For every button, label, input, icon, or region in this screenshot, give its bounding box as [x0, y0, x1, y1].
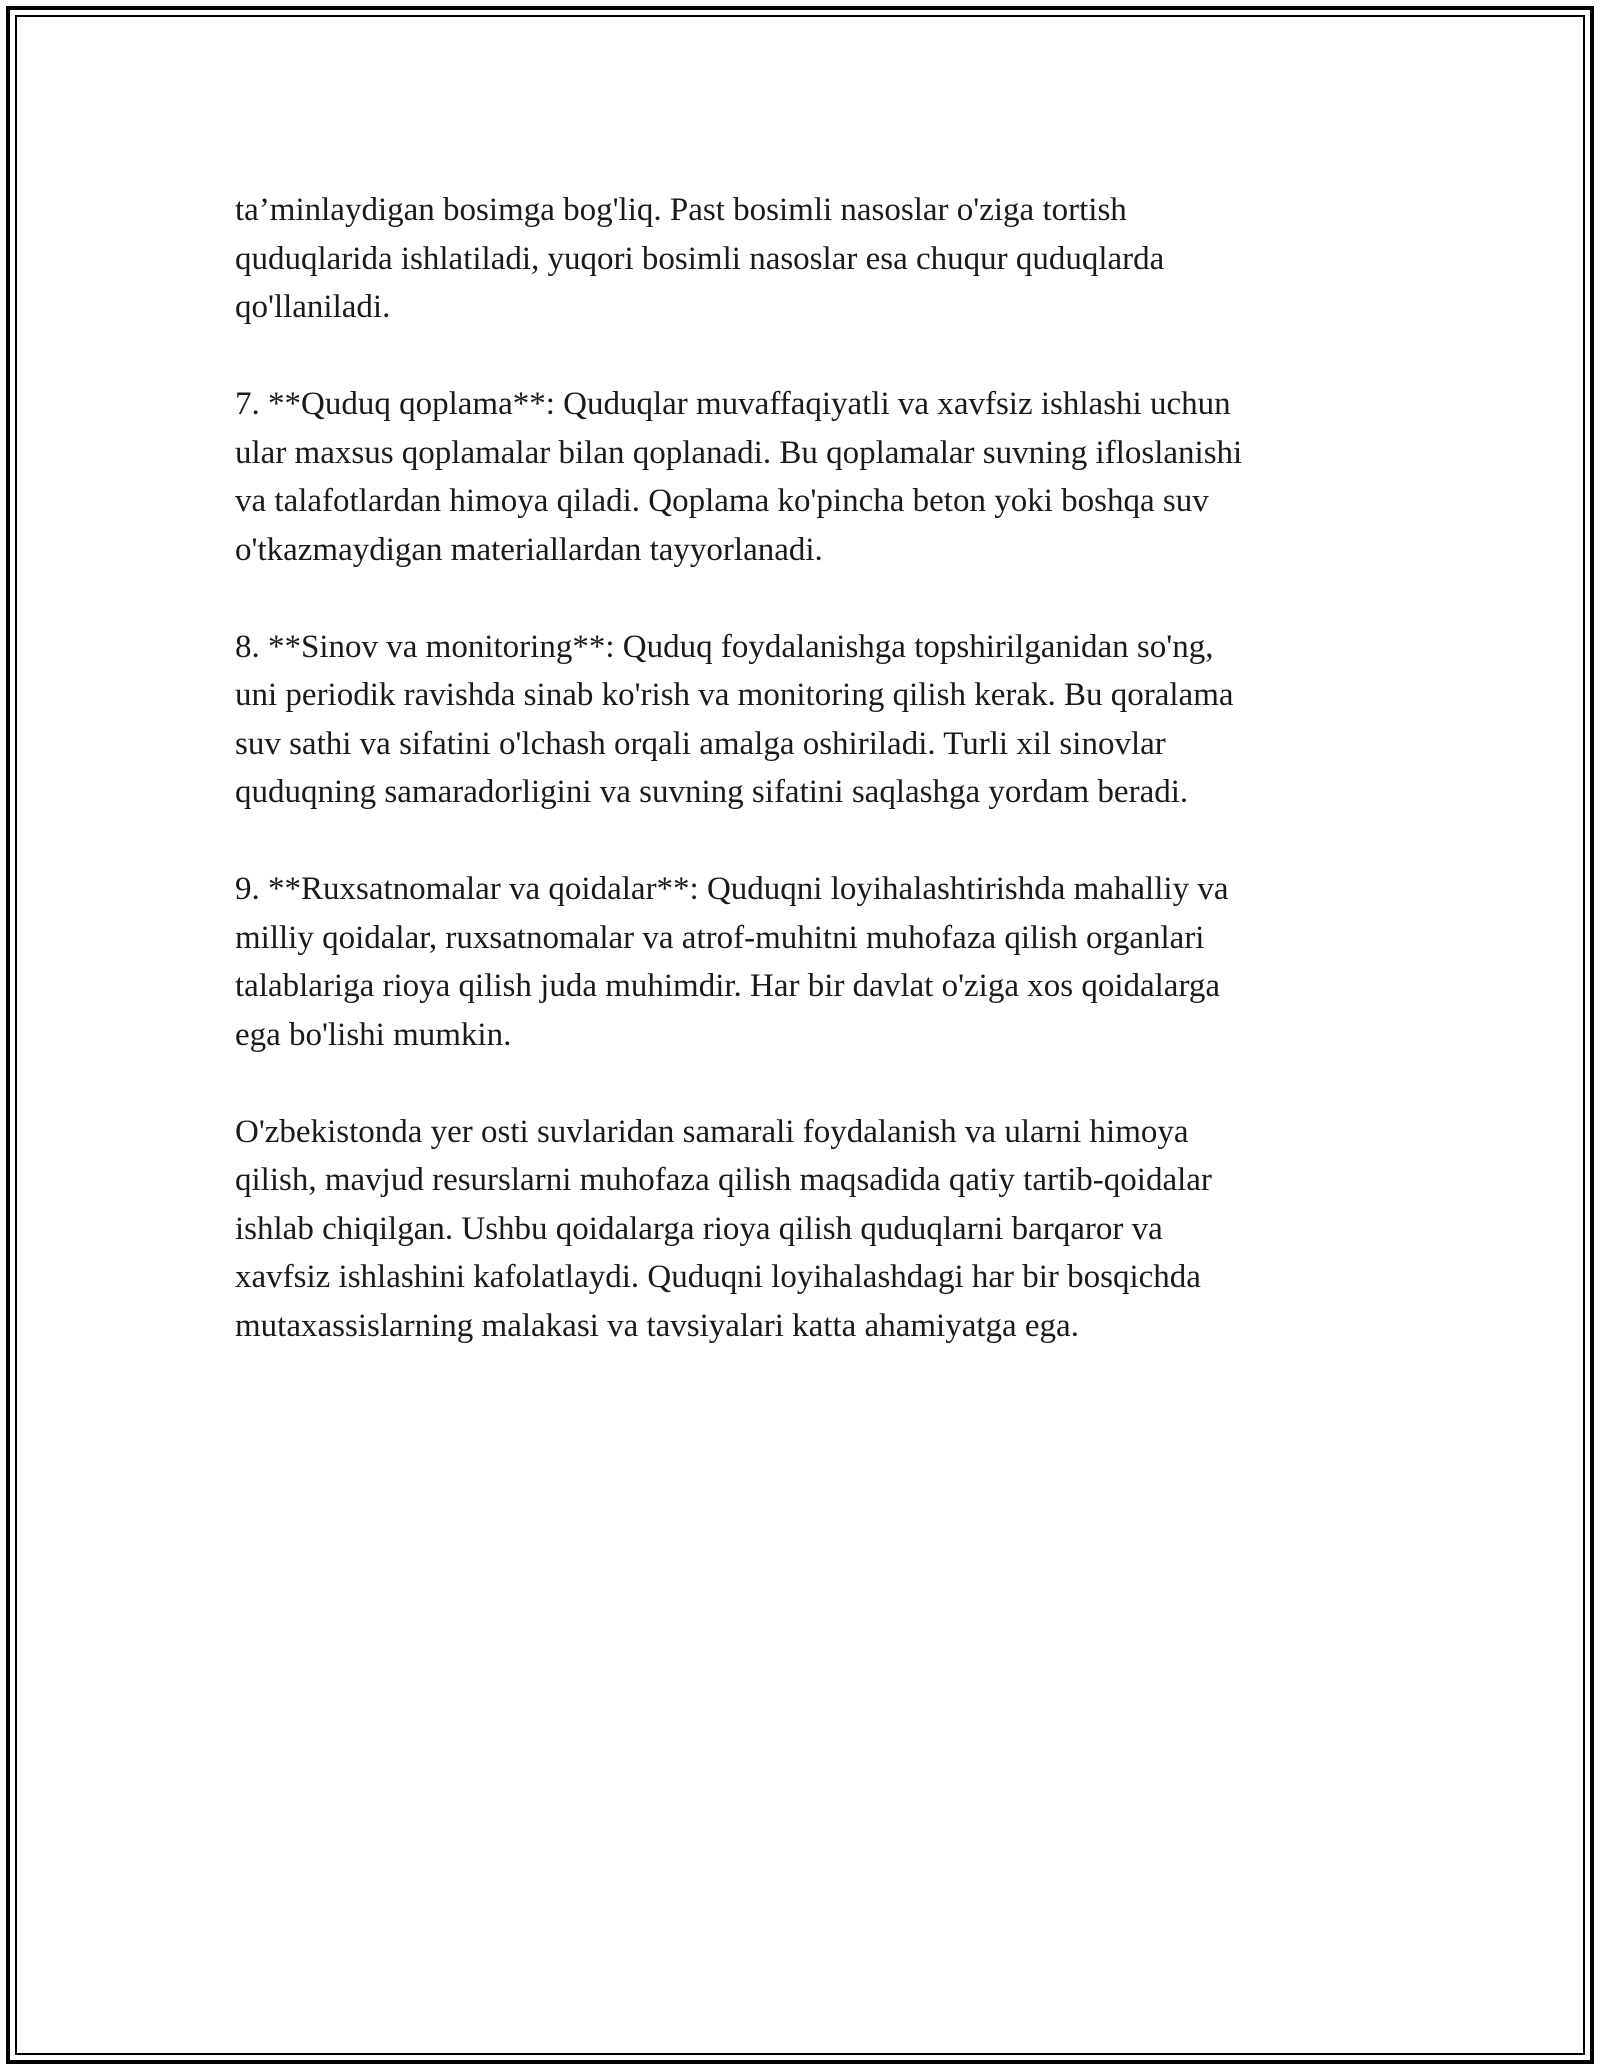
- text-line: milliy qoidalar, ruxsatnomalar va atrof-muhitni muhofaza qilish organlari: [235, 919, 1205, 956]
- paragraph-item-9-permits-regulations: [235, 865, 1375, 1059]
- text-line: va talafotlardan himoya qiladi. Qoplama ko'pincha beton yoki boshqa suv: [235, 483, 1209, 519]
- text-line: qilish, mavjud resurslarni muhofaza qilish maqsadida qatiy tartib-qoidalar: [235, 1162, 1212, 1198]
- text-line: talablariga rioya qilish juda muhimdir. Har bir davlat o'ziga xos qoidalarga: [235, 968, 1220, 1004]
- text-line: suv sathi va sifatini o'lchash orqali amalga oshiriladi. Turli xil sinovlar: [235, 725, 1166, 762]
- paragraph-item-7-well-casing: [235, 380, 1375, 574]
- text-line: ishlab chiqilgan. Ushbu qoidalarga rioya qilish quduqlarni barqaror va: [235, 1210, 1163, 1247]
- text-line: uni periodik ravishda sinab ko'rish va monitoring qilish kerak. Bu qoralama: [235, 677, 1234, 713]
- text-line: O'zbekistonda yer osti suvlaridan samarali foydalanish va ularni himoya: [235, 1113, 1189, 1150]
- paragraph-pump-pressure: [235, 186, 1375, 332]
- text-line: mutaxassislarning malakasi va tavsiyalari katta ahamiyatga ega.: [235, 1307, 1079, 1344]
- paragraph-item-8-testing-monitoring: [235, 623, 1375, 817]
- text-line: 9. **Ruxsatnomalar va qoidalar**: Quduqni loyihalashtirishda mahalliy va: [235, 871, 1229, 907]
- text-line: qo'llaniladi.: [235, 289, 391, 325]
- text-line: 7. **Quduq qoplama**: Quduqlar muvaffaqiyatli va xavfsiz ishlashi uchun: [235, 386, 1231, 422]
- document-body: [235, 186, 1375, 1399]
- paragraph-conclusion: [235, 1108, 1375, 1351]
- text-line: ega bo'lishi mumkin.: [235, 1016, 512, 1053]
- text-line: ular maxsus qoplamalar bilan qoplanadi. Bu qoplamalar suvning ifloslanishi: [235, 434, 1243, 471]
- text-line: 8. **Sinov va monitoring**: Quduq foydalanishga topshirilganidan so'ng,: [235, 628, 1214, 665]
- text-line: xavfsiz ishlashini kafolatlaydi. Quduqni loyihalashdagi har bir bosqichda: [235, 1259, 1201, 1295]
- text-line: quduqlarida ishlatiladi, yuqori bosimli nasoslar esa chuqur quduqlarda: [235, 240, 1165, 277]
- text-line: ta’minlaydigan bosimga bog'liq. Past bosimli nasoslar o'ziga tortish: [235, 192, 1127, 228]
- text-line: quduqning samaradorligini va suvning sifatini saqlashga yordam beradi.: [235, 774, 1189, 810]
- text-line: o'tkazmaydigan materiallardan tayyorlanadi.: [235, 531, 823, 568]
